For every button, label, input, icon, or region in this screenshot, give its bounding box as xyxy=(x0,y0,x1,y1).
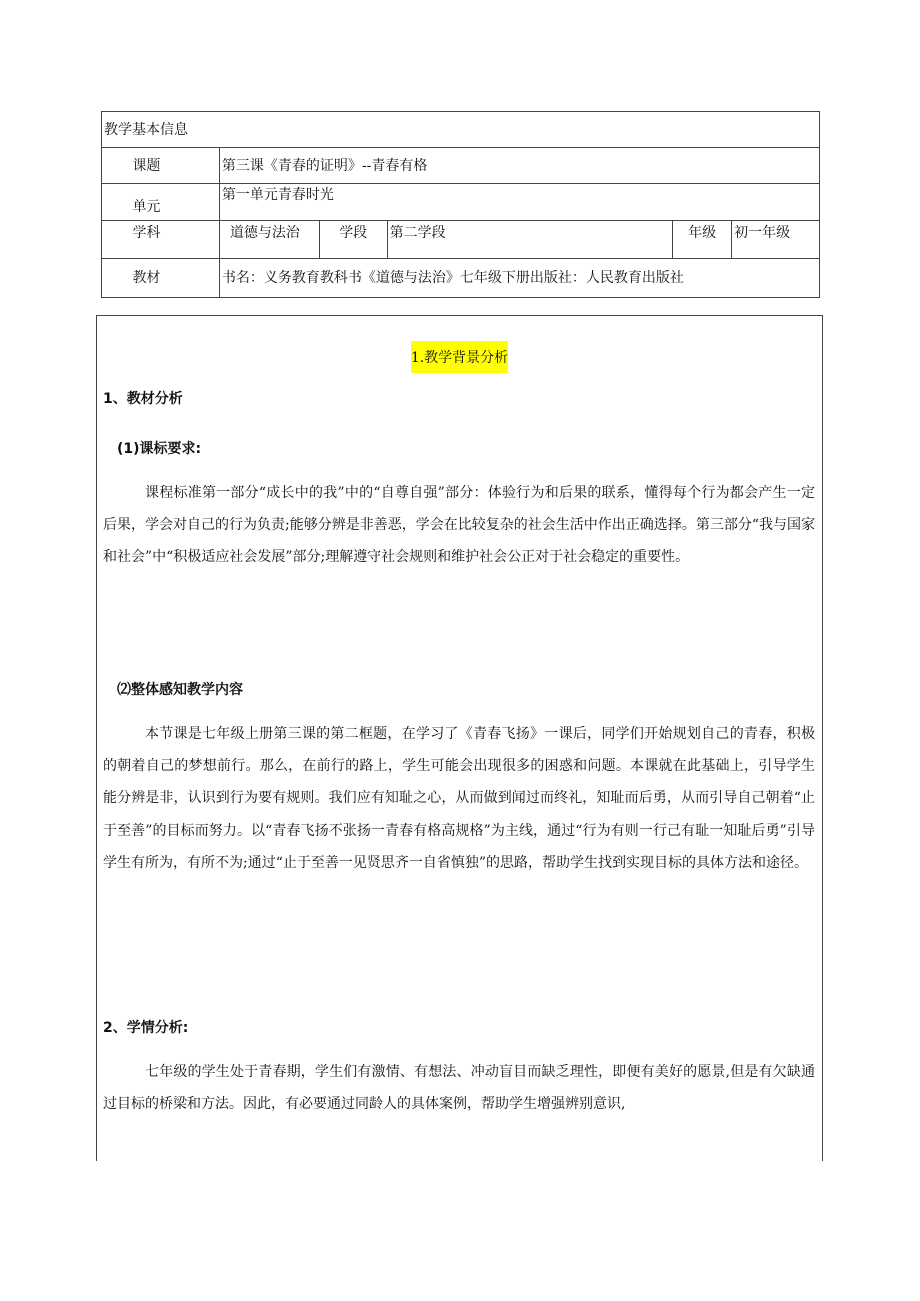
topic-value-cell xyxy=(219,148,819,184)
teaching-background-box xyxy=(96,315,823,1161)
subject-label-cell xyxy=(102,221,220,259)
grade-value-cell xyxy=(732,221,820,259)
subject-value: 道德与法治 xyxy=(229,225,300,241)
grade-label-cell xyxy=(673,221,732,259)
topic-value: 第三课《青春的证明》--青春有格 xyxy=(221,158,428,174)
stage-label: 学段 xyxy=(339,225,368,241)
textbook-label: 教材 xyxy=(132,270,161,286)
stage-value: 第二学段 xyxy=(389,225,446,241)
section-title: 1.教学背景分析 xyxy=(411,341,508,373)
subject-label: 学科 xyxy=(132,225,161,241)
heading-overall-perception: ⑵整体感知教学内容 xyxy=(117,682,243,698)
stage-label-cell xyxy=(319,221,387,259)
grade-value: 初一年级 xyxy=(734,225,791,241)
paragraph-content: 本节课是七年级上册第三课的第二框题，在学习了《青春飞扬》一课后，同学们开始规划自己的青春，积极的朝着自己的梦想前行。那么，在前行的路上，学生可能会出现很多的困惑和问题。本课就在此基础上，引导学生能分辨是非，认识到行为要有规则。我们应有知耻之心，从而做到闻过而终礼，知耻而后勇，从而引导自己朝着“止于至善”的目标而努力。以“青春飞扬不张扬一青春有格高规格”为主线，通过“行为有则一行己有耻一知耻后勇”引导学生有所为，有所不为;通过“止于至善一见贤思齐一自省慎独”的思路，帮助学生找到实现目标的具体方法和途径。 xyxy=(103,726,815,871)
basic-info-table xyxy=(101,111,820,298)
textbook-value-cell xyxy=(219,259,819,298)
unit-value: 第一单元青春时光 xyxy=(221,187,334,203)
textbook-label-cell xyxy=(102,259,220,298)
textbook-value: 书名：义务教育教科书《道德与法治》七年级下册出版社：人民教育出版社 xyxy=(221,270,684,286)
section-title-row xyxy=(97,341,822,373)
grade-label: 年级 xyxy=(688,225,717,241)
topic-label-cell xyxy=(102,148,220,184)
heading-curriculum-requirements: (1)课标要求: xyxy=(117,441,202,457)
topic-label: 课题 xyxy=(132,158,161,174)
table-header: 教学基本信息 xyxy=(104,122,188,138)
unit-label-cell xyxy=(102,184,220,221)
heading-student-analysis: 2、学情分析: xyxy=(103,1020,189,1036)
stage-value-cell xyxy=(387,221,673,259)
paragraph-curriculum: 课程标准第一部分“成长中的我”中的“自尊自强”部分：体验行为和后果的联系，懂得每个行为都会产生一定后果，学会对自己的行为负责;能够分辨是非善恶，学会在比较复杂的社会生活中作出正确选择。第三部分“我与国家和社会”中“积极适应社会发展”部分;理解遵守社会规则和维护社会公正对于社会稳定的重要性。 xyxy=(103,485,815,566)
paragraph-students: 七年级的学生处于青春期，学生们有激情、有想法、冲动盲目而缺乏理性，即便有美好的愿景,但是有欠缺通过目标的桥梁和方法。因此，有必要通过同龄人的具体案例，帮助学生增强辨别意识, xyxy=(103,1064,815,1113)
unit-label: 单元 xyxy=(132,199,161,215)
subject-value-cell xyxy=(219,221,319,259)
heading-textbook-analysis: 1、教材分析 xyxy=(103,391,183,407)
unit-value-cell xyxy=(219,184,819,221)
table-header-row xyxy=(102,112,820,148)
